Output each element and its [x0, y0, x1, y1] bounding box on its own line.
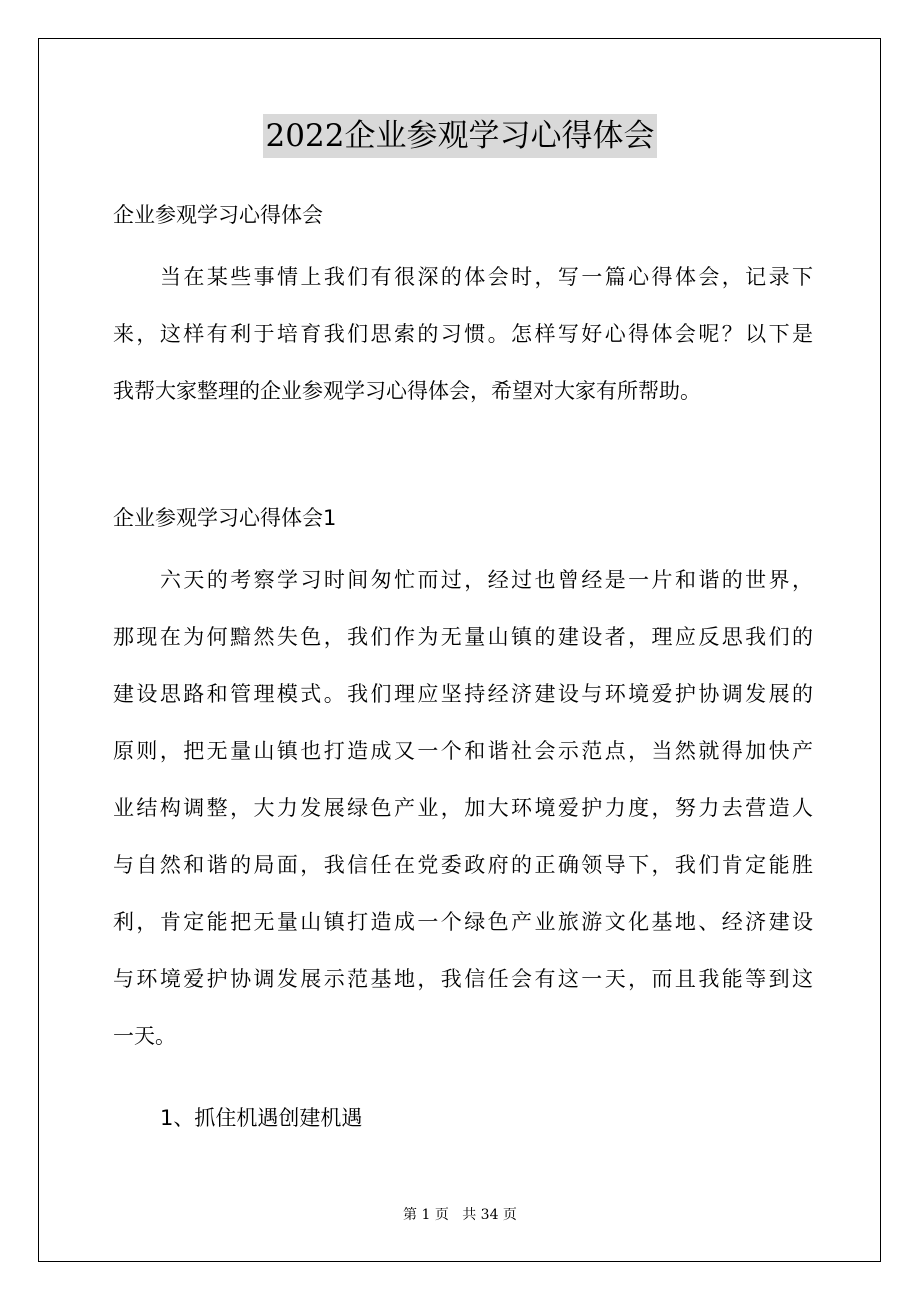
document-title: 2022企业参观学习心得体会 — [263, 114, 658, 158]
body-line-8: 与环境爱护协调发展示范基地，我信任会有这一天，而且我能等到这 — [113, 967, 813, 991]
body-line-3: 建设思路和管理模式。我们理应坚持经济建设与环境爱护协调发展的 — [113, 682, 813, 706]
page-footer — [0, 1205, 920, 1225]
body-line-6: 与自然和谐的局面，我信任在党委政府的正确领导下，我们肯定能胜 — [113, 853, 813, 877]
section-heading: 企业参观学习心得体会1 — [113, 506, 337, 530]
document-subtitle: 企业参观学习心得体会 — [113, 203, 323, 227]
intro-line-1: 当在某些事情上我们有很深的体会时，写一篇心得体会，记录下 — [160, 265, 813, 289]
body-line-1: 六天的考察学习时间匆忙而过，经过也曾经是一片和谐的世界， — [160, 568, 813, 592]
title-container — [0, 114, 920, 158]
page-number: 第 1 页 — [403, 1207, 449, 1223]
body-line-5: 业结构调整，大力发展绿色产业，加大环境爱护力度，努力去营造人 — [113, 796, 813, 820]
intro-line-3: 我帮大家整理的企业参观学习心得体会，希望对大家有所帮助。 — [113, 379, 701, 403]
intro-line-2: 来，这样有利于培育我们思索的习惯。怎样写好心得体会呢？以下是 — [113, 322, 813, 346]
body-line-9: 一天。 — [113, 1024, 176, 1048]
body-line-4: 原则，把无量山镇也打造成又一个和谐社会示范点，当然就得加快产 — [113, 739, 813, 763]
body-line-2: 那现在为何黯然失色，我们作为无量山镇的建设者，理应反思我们的 — [113, 625, 813, 649]
list-item: 1、抓住机遇创建机遇 — [160, 1106, 363, 1130]
page-total: 共 34 页 — [462, 1207, 517, 1223]
body-line-7: 利，肯定能把无量山镇打造成一个绿色产业旅游文化基地、经济建设 — [113, 910, 813, 934]
